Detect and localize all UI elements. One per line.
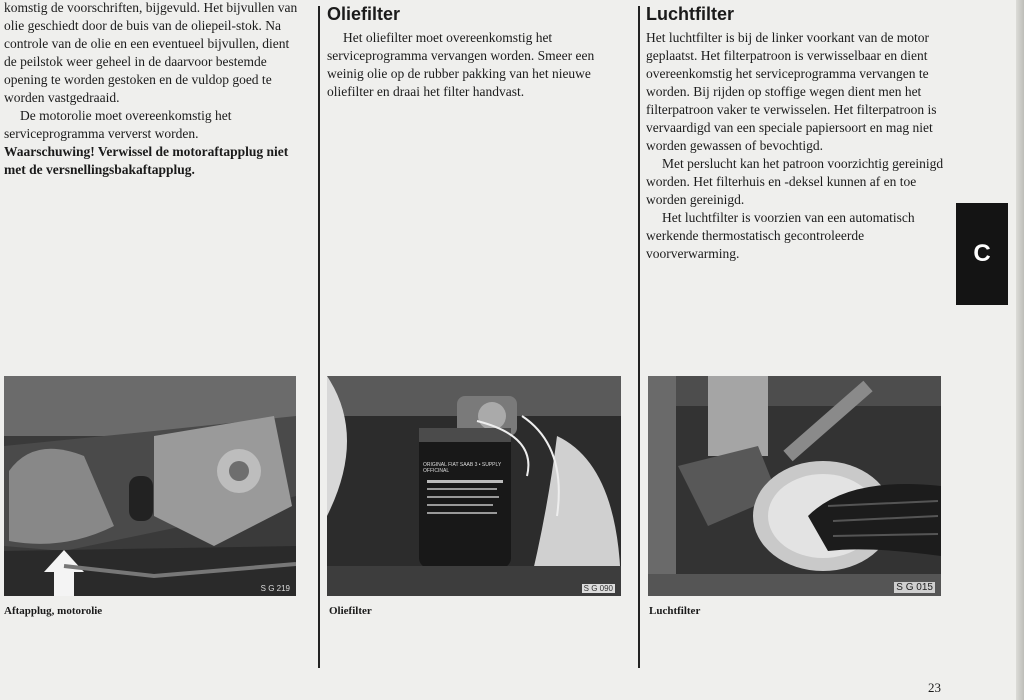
warning-text: Waarschuwing! Verwissel de motoraftapplug niet met de versnellingsbakaftapplug. [4,144,289,177]
caption-air-filter: Luchtfilter [649,605,701,617]
paragraph: Het oliefilter moet overeenkomstig het serviceprogramma vervangen worden. Smeer een weinig olie op de rubber pakking van het nieuwe oliefilter en draai het filter handvast. [327,30,595,99]
caption-drain-plug: Aftapplug, motorolie [4,605,103,617]
column-motor-oil [4,0,304,179]
photo-code: S G 219 [260,584,290,593]
photo-code: S G 090 [583,584,613,593]
column-divider [638,6,640,668]
paragraph: De motorolie moet overeenkomstig het serviceprogramma ververst worden. [4,108,232,141]
photo-drain-plug [4,376,296,596]
paragraph: Het luchtfilter is bij de linker voorkant van de motor geplaatst. Het filterpatroon is verwisselbaar en dient overeenkomstig het serviceprogramma vervangen te worden. Bij rijden op stoffige wegen dient men het filterpatroon vaker te verwisselen. Het filterpatroon is vervaardigd van een speciale papiersoort en mag niet worden gewassen of bevochtigd. [646,30,937,153]
paragraph: Met perslucht kan het patroon voorzichtig gereinigd worden. Het filterhuis en -deksel kunnen af en toe worden gereinigd. [646,156,944,207]
photo-air-filter [648,376,941,596]
caption-oil-filter: Oliefilter [329,605,372,617]
column-divider [318,6,320,668]
paragraph: Het luchtfilter is voorzien van een automatisch werkende thermostatisch gecontroleerde voorverwarming. [646,210,915,261]
section-tab: C [956,203,1008,305]
photo-oil-filter [327,376,621,596]
section-heading: Luchtfilter [646,4,734,24]
column-oil-filter [327,0,627,101]
filter-label: ORIGINAL FIAT SAAB 3 • SUPPLY OFFICINAL [423,462,502,474]
column-air-filter [646,0,946,263]
page-number: 23 [928,680,941,695]
photo-code: S G 015 [896,582,933,593]
section-heading: Oliefilter [327,4,401,24]
page-edge [1016,0,1024,700]
paragraph: komstig de voorschriften, bijgevuld. Het bijvullen van olie geschiedt door de buis van de oliepeil-stok. Na controle van de olie en een eventueel bijvullen, dient de peilstok weer geheel in de daarvoor bestemde opening te worden gestoken en de vuldop goed te worden vastgedraaid. [4,0,298,105]
